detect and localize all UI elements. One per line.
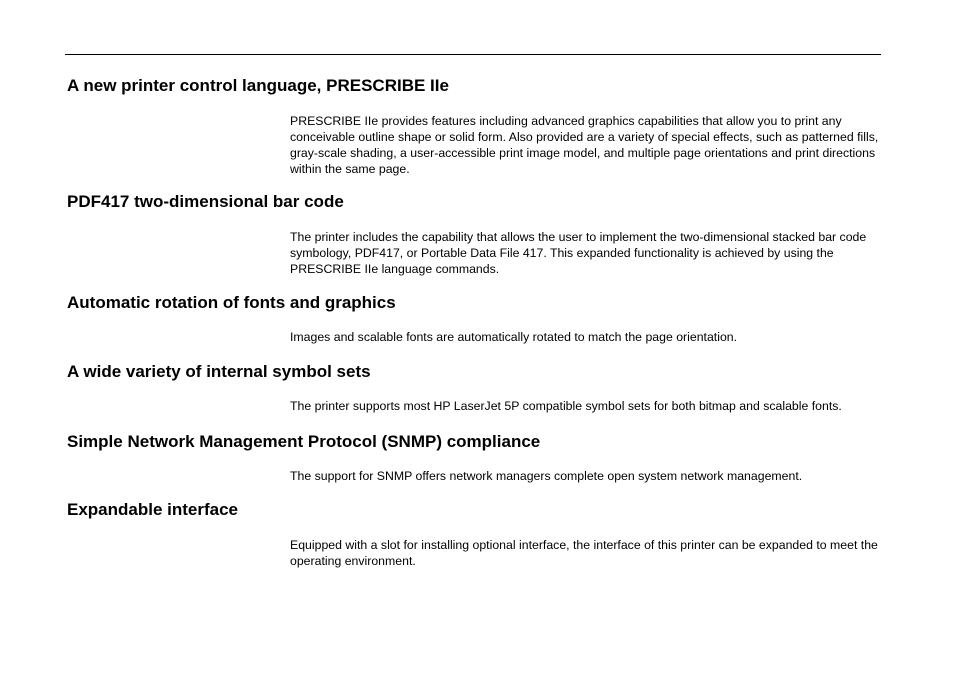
section-title-pdf417: PDF417 two-dimensional bar code	[67, 192, 344, 211]
section-body-prescribe: PRESCRIBE IIe provides features including advanced graphics capabilities that allow you to print any conceivable outline shape or solid form. Also provided are a variety of special effects, such as patterned fills, gray-scale shading, a user-accessible print image model, and multiple page orientations and print directions within the same page.	[290, 114, 879, 176]
section-title-interface: Expandable interface	[67, 500, 239, 519]
section-body-interface: Equipped with a slot for installing optional interface, the interface of this printer can be expanded to meet the operating environment.	[290, 538, 878, 568]
section-title-rotation: Automatic rotation of fonts and graphics	[67, 293, 396, 312]
section-title-symbol-sets: A wide variety of internal symbol sets	[67, 362, 371, 381]
section-title-snmp: Simple Network Management Protocol (SNMP) compliance	[67, 432, 541, 451]
header-rule	[65, 54, 881, 55]
section-body-rotation: Images and scalable fonts are automatically rotated to match the page orientation.	[290, 330, 738, 344]
section-body-snmp: The support for SNMP offers network managers complete open system network management.	[290, 469, 803, 483]
section-body-symbol-sets: The printer supports most HP LaserJet 5P compatible symbol sets for both bitmap and scalable fonts.	[290, 399, 842, 413]
section-body-pdf417: The printer includes the capability that allows the user to implement the two-dimensional stacked bar code symbology, PDF417, or Portable Data File 417. This expanded functionality is achieved by using the PRESCRIBE IIe language commands.	[290, 230, 867, 276]
section-title-prescribe: A new printer control language, PRESCRIBE IIe	[67, 76, 449, 95]
